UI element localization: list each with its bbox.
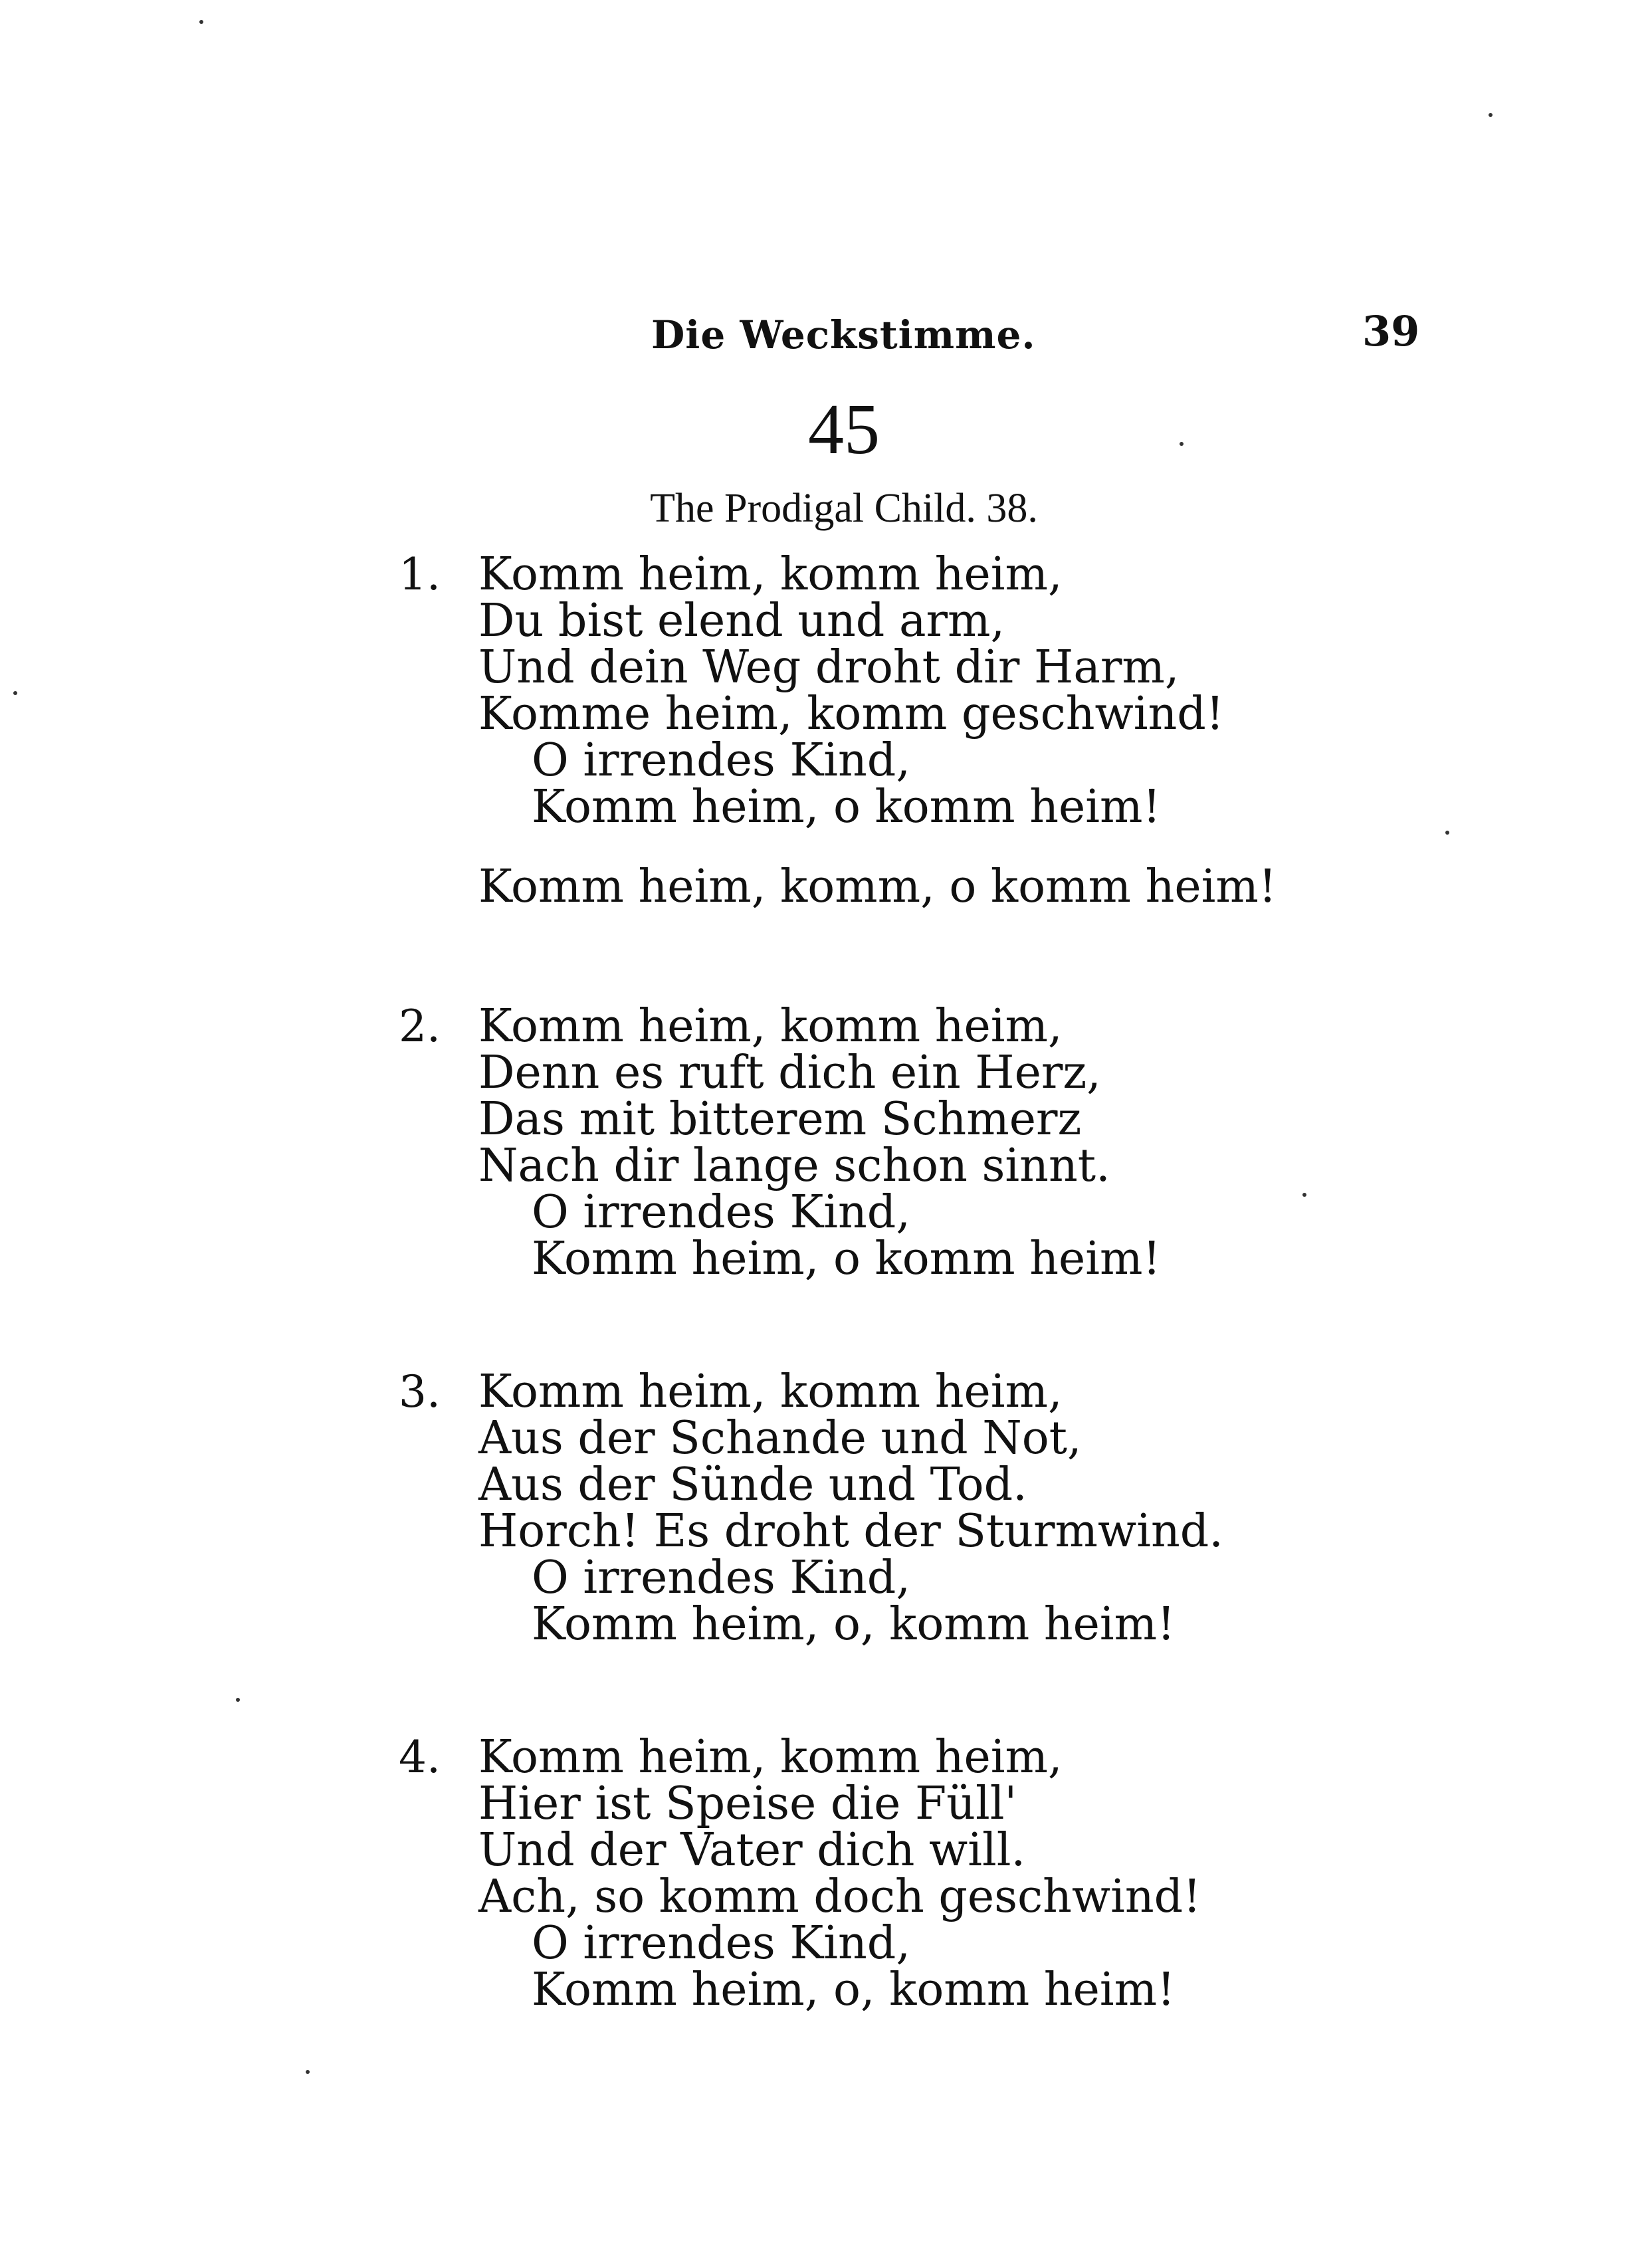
verse-number: 4. [399,1732,441,1783]
verse-number: 2. [399,1001,441,1052]
scan-speck [306,2070,310,2074]
tune-reference: The Prodigal Child. 38. [650,486,1038,531]
scan-speck [1489,113,1493,117]
scan-speck [1180,442,1184,446]
verse-number: 3. [399,1366,441,1417]
scan-speck [13,691,17,695]
hymn-number: 45 [808,390,880,469]
verse-number: 1. [399,549,441,600]
scan-speck [1445,831,1449,835]
scan-speck [1302,1193,1306,1197]
running-head: Die Weckstimme. [651,312,1036,358]
scan-speck [199,20,203,24]
page-number: 39 [1362,307,1420,356]
scan-speck [236,1698,240,1702]
hymnal-page: Die Weckstimme. 39 45 The Prodigal Child. 38. 1. Komm heim, komm heim, Du bist elend und arm, Und dein Weg droht dir Harm, Komme heim, komm geschwind! O irrendes Kind, Komm heim, o komm heim! Komm heim, komm, o komm heim! 2. Komm heim, komm heim, Denn es ruft dich ein Herz, Das mit bitterem Schmerz Nach dir lange schon sinnt. O irrendes Kind, Komm heim, o komm heim! 3. Komm heim, komm heim, Aus der Schande und Not, Aus der Sünde und Tod. Horch! Es droht der Sturmwind. O irrendes Kind, Komm heim, o, komm heim! 4. Komm heim, komm heim, Hier ist Speise die Füll' Und der Vater dich will. Ach, so komm doch geschwind! O irrendes Kind, Komm heim, o, komm heim! [0,0,1652,2258]
